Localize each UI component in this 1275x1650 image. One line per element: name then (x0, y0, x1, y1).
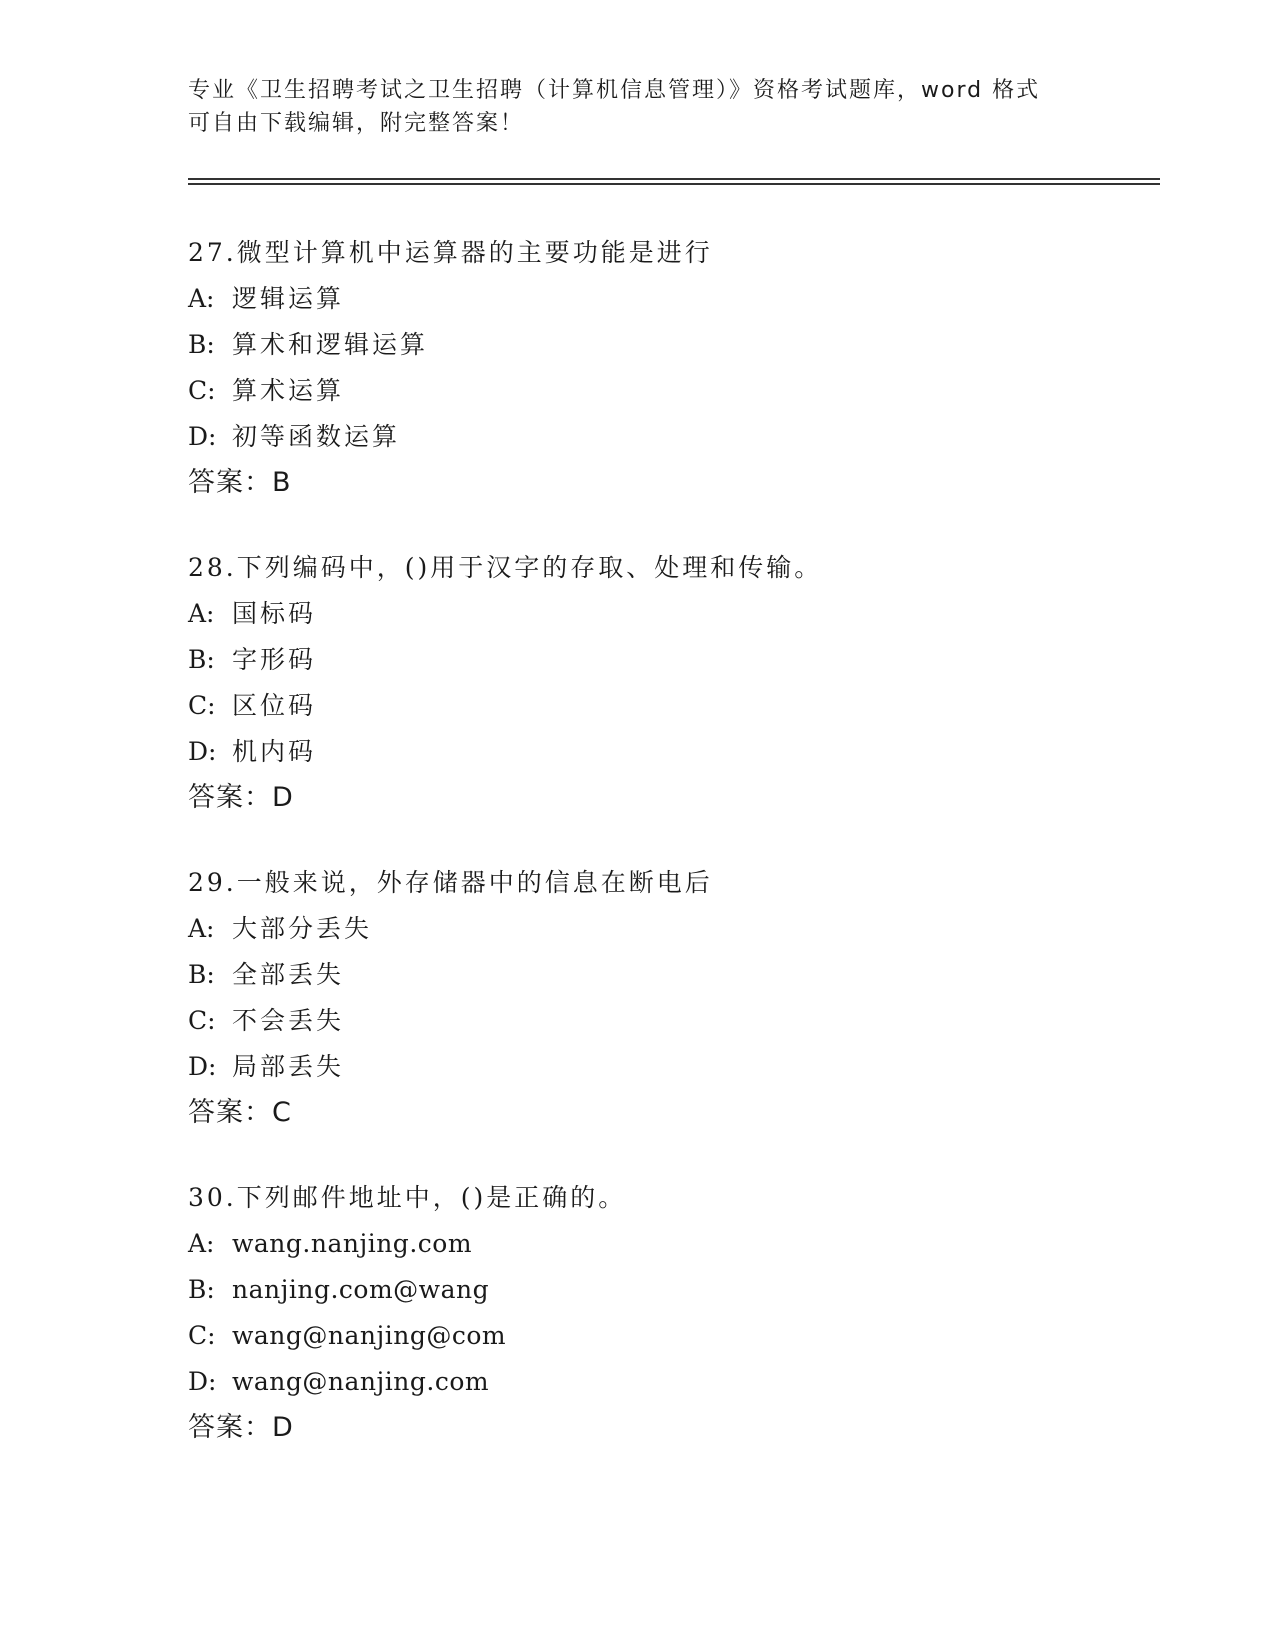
option-text: wang@nanjing.com (232, 1367, 490, 1396)
answer: 答案：B (188, 467, 292, 498)
option-d (188, 729, 1148, 775)
option-a (188, 591, 1148, 637)
option-text: 国标码 (232, 599, 317, 628)
option-text: 算术和逻辑运算 (232, 330, 429, 359)
option-c (188, 368, 1148, 414)
option-text: 字形码 (232, 645, 317, 674)
option-label: B: (188, 960, 215, 989)
header-line-2: 可自由下载编辑，附完整答案！ (188, 111, 525, 136)
option-label: B: (188, 330, 215, 359)
option-label: A: (188, 1229, 215, 1258)
option-label: B: (188, 645, 215, 674)
option-label: C: (188, 1321, 216, 1350)
header-divider-top (188, 178, 1160, 180)
option-label: D: (188, 422, 217, 451)
question-stem: 28.下列编码中，()用于汉字的存取、处理和传输。 (188, 553, 823, 582)
option-text: wang.nanjing.com (232, 1229, 473, 1258)
answer: 答案：D (188, 782, 294, 813)
document-header (188, 74, 1088, 140)
option-label: D: (188, 737, 217, 766)
option-b (188, 952, 1148, 998)
option-text: 大部分丢失 (232, 914, 373, 943)
option-text: 算术运算 (232, 376, 345, 405)
option-label: A: (188, 599, 215, 628)
question-stem: 27.微型计算机中运算器的主要功能是进行 (188, 238, 713, 267)
question-28 (188, 545, 1148, 821)
header-divider-bottom (188, 183, 1160, 185)
answer: 答案：C (188, 1097, 292, 1128)
option-b (188, 1267, 1148, 1313)
option-a (188, 1221, 1148, 1267)
option-c (188, 1313, 1148, 1359)
option-label: B: (188, 1275, 215, 1304)
option-label: C: (188, 376, 216, 405)
option-text: 机内码 (232, 737, 317, 766)
option-c (188, 998, 1148, 1044)
header-line-1: 专业《卫生招聘考试之卫生招聘（计算机信息管理）》资格考试题库，word 格式 (188, 78, 1041, 103)
option-text: 区位码 (232, 691, 317, 720)
option-b (188, 322, 1148, 368)
option-text: 局部丢失 (232, 1052, 345, 1081)
question-30 (188, 1175, 1148, 1451)
option-d (188, 414, 1148, 460)
question-27 (188, 230, 1148, 506)
option-label: A: (188, 914, 215, 943)
option-label: D: (188, 1052, 217, 1081)
option-d (188, 1044, 1148, 1090)
option-text: 逻辑运算 (232, 284, 345, 313)
question-stem: 30.下列邮件地址中，()是正确的。 (188, 1183, 627, 1212)
option-label: C: (188, 1006, 216, 1035)
option-label: A: (188, 284, 215, 313)
option-text: wang@nanjing@com (232, 1321, 507, 1350)
option-b (188, 637, 1148, 683)
question-stem: 29.一般来说，外存储器中的信息在断电后 (188, 868, 713, 897)
option-a (188, 276, 1148, 322)
option-text: 初等函数运算 (232, 422, 401, 451)
question-29 (188, 860, 1148, 1136)
option-c (188, 683, 1148, 729)
option-text: 全部丢失 (232, 960, 345, 989)
option-text: nanjing.com@wang (232, 1275, 490, 1304)
option-label: D: (188, 1367, 217, 1396)
option-text: 不会丢失 (232, 1006, 345, 1035)
option-label: C: (188, 691, 216, 720)
option-a (188, 906, 1148, 952)
answer: 答案：D (188, 1412, 294, 1443)
option-d (188, 1359, 1148, 1405)
